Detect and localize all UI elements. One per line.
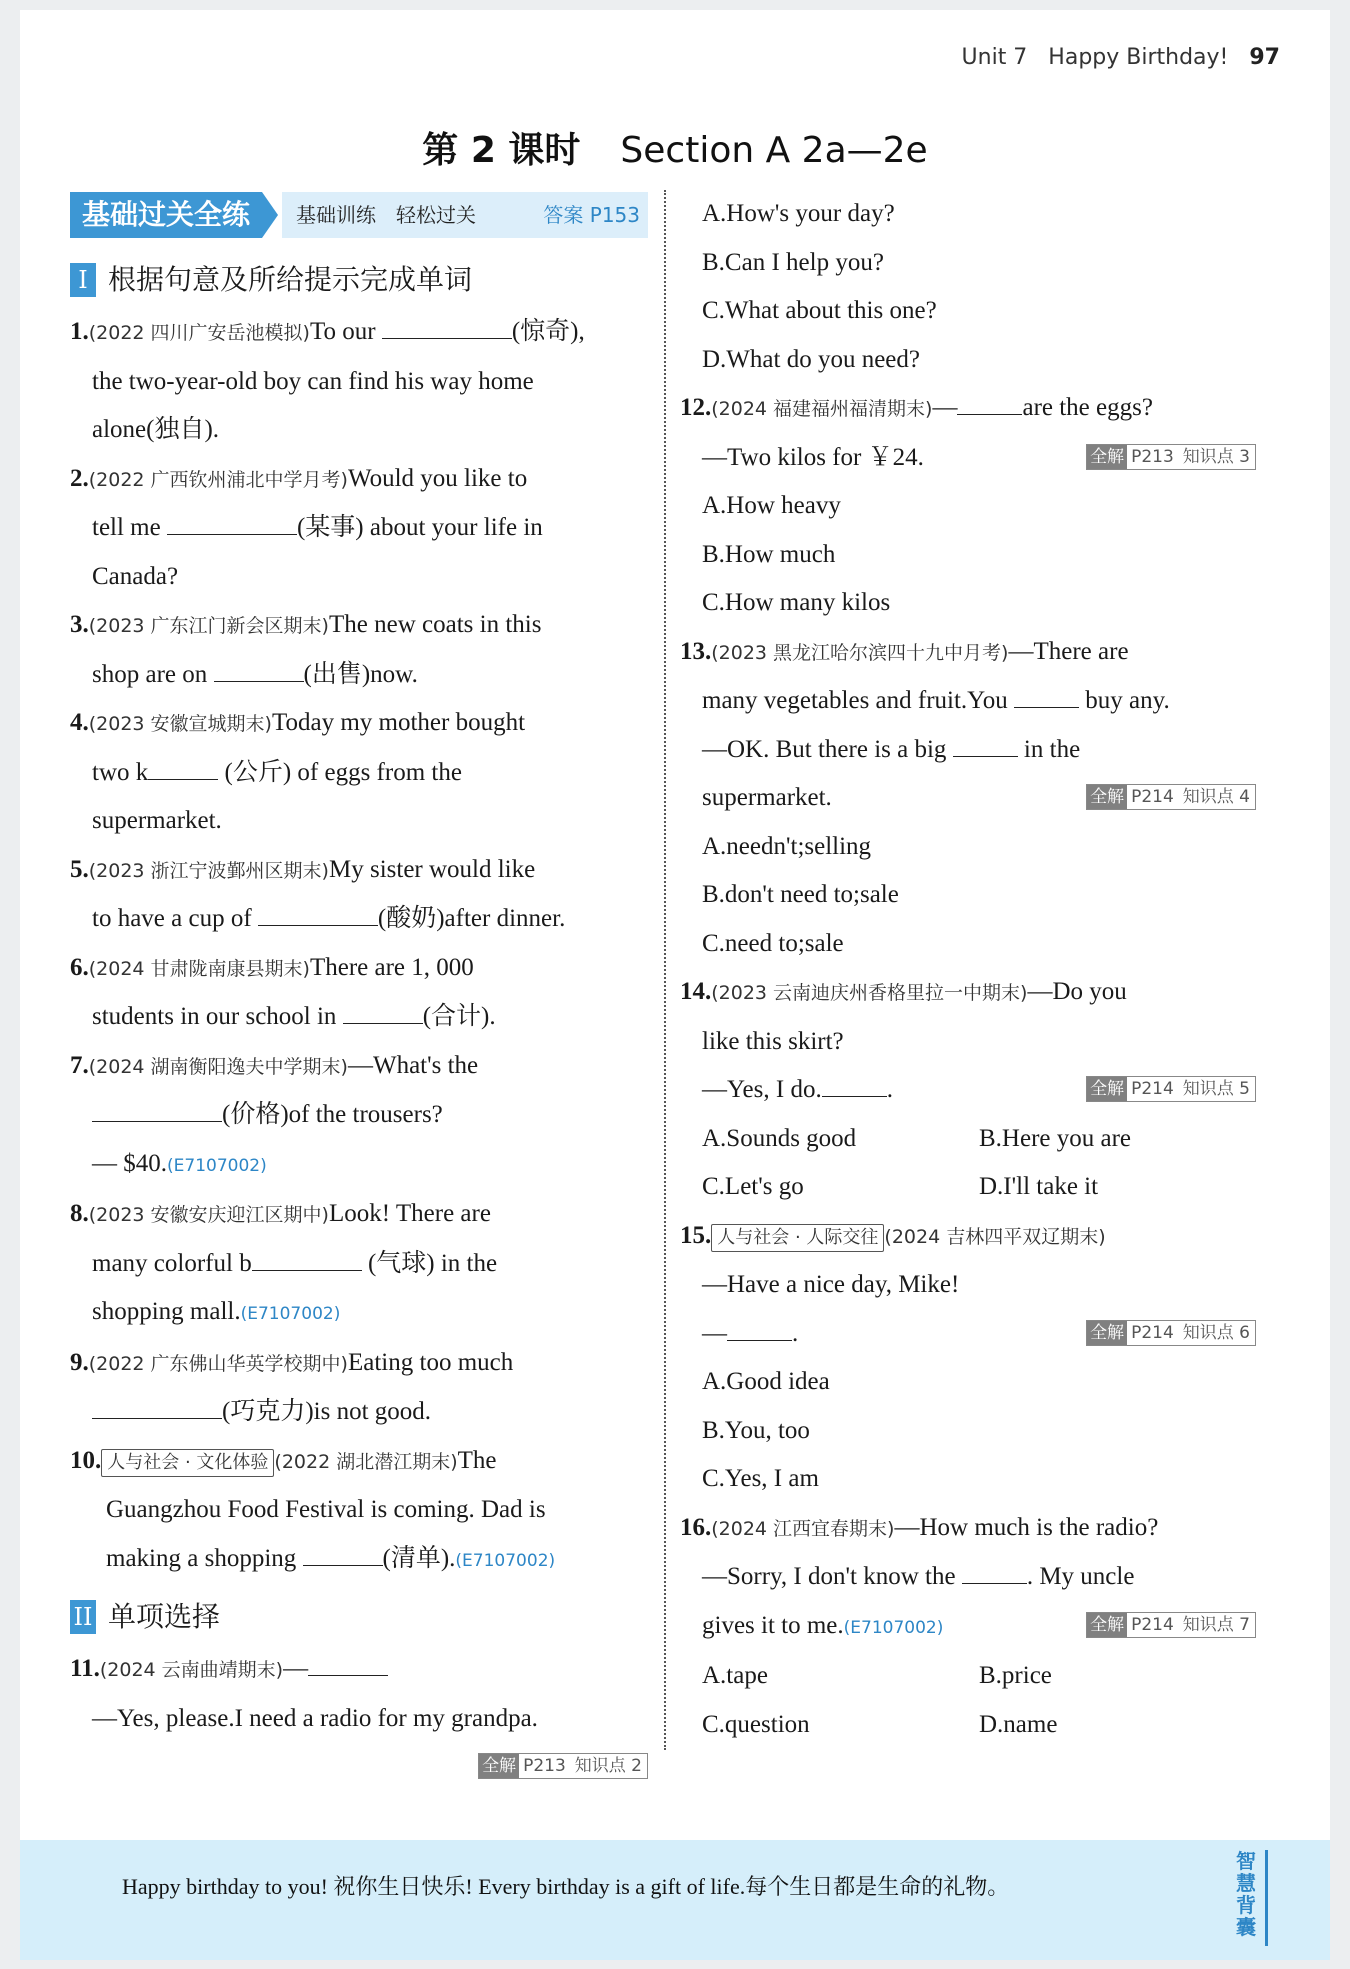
question-11: 11.(2024 云南曲靖期末)— —Yes, please.I need a radio for my grandpa. 全解 P213 知识点 2 [70,1645,648,1743]
answer-ref-badge: 全解 P214 知识点 6 [1086,1320,1256,1346]
option[interactable]: A.Good idea [702,1368,830,1395]
section-name: Section A 2a—2e [620,130,928,171]
question-11-options [680,190,1256,384]
question-9: 9.(2022 广东佛山华英学校期中)Eating too much (巧克力)is not good. [70,1348,514,1425]
roman-numeral-badge: I [70,263,96,297]
answer-blank[interactable] [727,1310,792,1341]
answer-blank[interactable] [957,384,1022,415]
option[interactable]: A.Sounds good [702,1124,857,1152]
question-3: 3.(2023 广东江门新会区期末)The new coats in this shop are on (出售)now. [70,611,542,688]
option[interactable]: A.tape [702,1662,768,1689]
answer-blank[interactable] [822,1066,887,1097]
answer-blank[interactable] [962,1553,1027,1584]
option[interactable]: A.How's your day? [702,200,895,227]
unit-topic: Happy Birthday! [1048,45,1229,70]
answer-blank[interactable] [1014,677,1079,708]
answer-ref-badge: 全解 P214 知识点 5 [1086,1076,1256,1102]
column-divider [664,190,666,1750]
option[interactable]: C.What about this one? [702,297,937,324]
option[interactable]: C.How many kilos [702,589,891,616]
banner-chevron-icon [262,192,278,238]
footer-side-label: 智慧背囊 [1236,1849,1256,1939]
option[interactable]: B.How much [702,540,836,568]
answer-blank[interactable] [214,651,304,682]
option[interactable]: A.needn't;selling [702,832,872,860]
option[interactable]: B.You, too [702,1416,810,1444]
answer-blank[interactable] [167,504,297,535]
answer-blank[interactable] [343,993,423,1024]
left-column [70,190,648,1779]
question-12: 12.(2024 福建福州福清期末)— are the eggs? —Two kilos for ￥24. 全解 P213 知识点 3 A.How heavy B.How much C.How many kilos [680,384,1256,628]
right-column [680,190,1256,1749]
answer-blank[interactable] [258,895,378,926]
section-title: 单项选择 [108,1599,221,1633]
unit-label: Unit 7 [961,45,1028,70]
answer-ref-badge: 全解 P213 知识点 2 [478,1753,648,1779]
lesson-title [0,122,1350,173]
section-heading-2 [70,1589,648,1645]
question-10: 10. 人与社会 · 文化体验 (2022 湖北潜江期末)The Guangzhou Food Festival is coming. Dad is making a shopping (清单).(E7107002) [70,1446,556,1572]
banner-sub [282,192,648,238]
option[interactable]: C.Yes, I am [702,1465,819,1492]
question-13: 13.(2023 黑龙江哈尔滨四十九中月考)—There are many vegetables and fruit.You buy any. —OK. But there is a big in the supermarket. 全解 P214 知识点 4 A.needn't;selling B.don't need to;sale C.need to;sale [680,628,1256,969]
running-head [962,45,1280,70]
theme-tag: 人与社会 · 人际交往 [711,1224,884,1252]
roman-numeral-badge: II [70,1600,96,1634]
option[interactable]: C.need to;sale [702,929,844,957]
question-1: 1.(2022 四川广安岳池模拟)To our (惊奇), the two-year-old boy can find his way home alone(独自). [70,308,648,455]
answer-ref-badge: 全解 P213 知识点 3 [1086,444,1256,470]
footer-side-bar [1265,1850,1268,1946]
option[interactable]: D.What do you need? [702,345,920,373]
answer-blank[interactable] [92,1091,222,1122]
answer-blank[interactable] [308,1645,388,1676]
answer-blank[interactable] [148,749,218,780]
option[interactable]: B.price [979,1662,1052,1689]
answer-blank[interactable] [303,1535,383,1566]
question-6: 6.(2024 甘肃陇南康县期末)There are 1, 000 students in our school in (合计). [70,953,496,1030]
answer-reference: 答案 P153 [543,203,640,227]
lesson-number: 第 2 课时 [422,130,581,171]
question-8: 8.(2023 安徽安庆迎江区期中)Look! There are many colorful b (气球) in the shopping mall.(E7107002) [70,1200,498,1325]
answer-blank[interactable] [252,1240,362,1271]
question-7: 7.(2024 湖南衡阳逸夫中学期末)—What's the (价格)of the trousers? — $40.(E7107002) [70,1051,479,1177]
banner-subtitle: 基础训练 轻松过关 [296,203,477,227]
question-14: 14.(2023 云南迪庆州香格里拉一中期末)—Do you like this skirt? —Yes, I do. . 全解 P214 知识点 5 A.Sounds good B.Here you are C.Let's go D.I'll take it [680,968,1256,1212]
question-5: 5.(2023 浙江宁波鄞州区期末)My sister would like to have a cup of (酸奶)after dinner. [70,855,566,932]
option[interactable]: C.question [702,1710,810,1738]
answer-ref-badge: 全解 P214 知识点 4 [1086,784,1256,810]
option[interactable]: B.Here you are [979,1124,1132,1152]
answer-blank[interactable] [382,308,512,339]
answer-ref-badge: 全解 P214 知识点 7 [1086,1612,1256,1638]
option[interactable]: C.Let's go [702,1173,804,1200]
banner-title: 基础过关全练 [70,192,262,238]
question-16: 16.(2024 江西宜春期末)—How much is the radio? —Sorry, I don't know the . My uncle gives it to me.(E7107002) 全解 P214 知识点 7 A.tape B.price C.question D.name [680,1504,1256,1750]
question-15: 15. 人与社会 · 人际交往 (2024 吉林四平双辽期末) —Have a nice day, Mike! — . 全解 P214 知识点 6 A.Good idea B.You, too C.Yes, I am [680,1212,1256,1504]
footer-quote: Happy birthday to you! 祝你生日快乐! Every birthday is a gift of life.每个生日都是生命的礼物。 [122,1874,1010,1899]
answer-blank[interactable] [953,726,1018,757]
option[interactable]: B.Can I help you? [702,248,884,276]
option[interactable]: B.don't need to;sale [702,881,899,908]
option[interactable]: D.I'll take it [979,1173,1099,1200]
theme-tag: 人与社会 · 文化体验 [101,1449,274,1477]
answer-blank[interactable] [92,1388,222,1419]
section-heading-1 [70,252,648,308]
option[interactable]: A.How heavy [702,492,841,519]
question-2: 2.(2022 广西钦州浦北中学月考)Would you like to tell me (某事) about your life in Canada? [70,464,543,590]
section-title: 根据句意及所给提示完成单词 [108,262,473,296]
option[interactable]: D.name [979,1710,1058,1738]
page-number: 97 [1249,45,1280,70]
footer-band [20,1840,1330,1960]
question-4: 4.(2023 安徽宣城期末)Today my mother bought two k (公斤) of eggs from the supermarket. [70,709,526,834]
practice-banner [70,190,648,240]
